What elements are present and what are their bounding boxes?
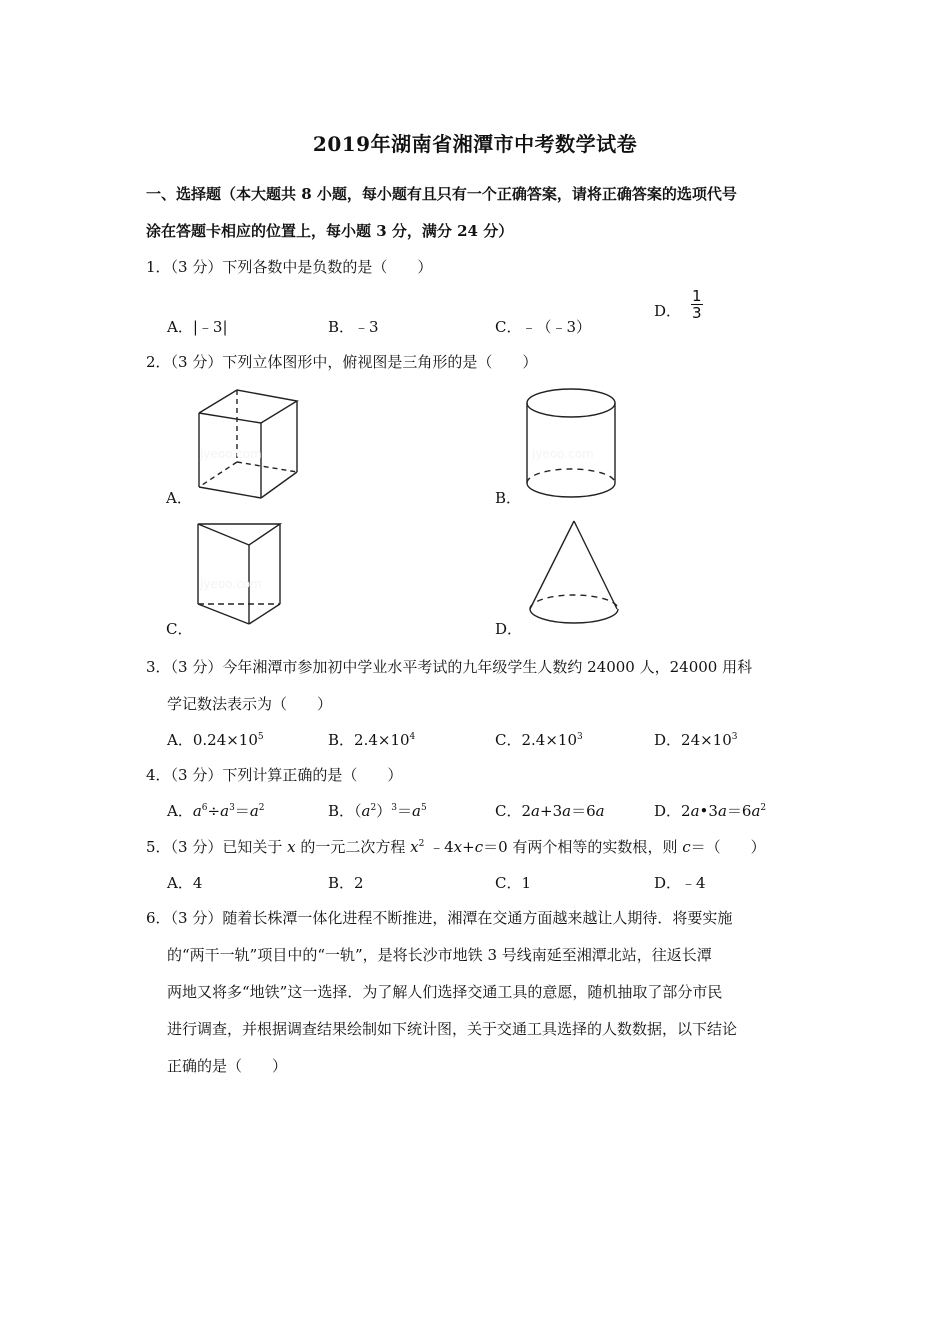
question-6-line-2: 的“两干一轨”项目中的“一轨”，是将长沙市地铁 3 号线南延至湘潭北站，往返长潭 <box>167 946 712 964</box>
option-label: A． <box>167 731 193 749</box>
cone-figure <box>530 521 618 623</box>
var: x <box>410 838 419 856</box>
q4-option-d[interactable] <box>654 800 766 821</box>
op: • <box>699 802 709 820</box>
option-text: |﹣3| <box>192 318 228 336</box>
q2-option-b[interactable]: B． <box>495 489 522 507</box>
var: a <box>595 802 605 820</box>
exp: 2 <box>418 839 425 849</box>
question-stem: （3 分）随着长株潭一体化进程不断推进，湘潭在交通方面越来越让人期待．将要实施 <box>170 909 733 927</box>
cube-figure <box>199 390 297 498</box>
coef: 3 <box>708 802 718 820</box>
option-exponent: 4 <box>409 732 416 742</box>
op: ＝ <box>234 802 250 820</box>
option-label: B． <box>328 731 355 749</box>
op: （ <box>354 802 362 820</box>
var: a <box>412 802 421 820</box>
exp: 2 <box>760 803 767 813</box>
op: + <box>462 838 475 856</box>
svg-text:jyeoo.com: jyeoo.com <box>200 447 262 461</box>
option-label: A． <box>167 874 193 892</box>
triangular-prism-figure <box>198 524 280 624</box>
option-base: 0.24×10 <box>192 731 258 749</box>
option-base: 2.4×10 <box>354 731 410 749</box>
option-label: C． <box>495 731 522 749</box>
cylinder-figure <box>527 389 615 497</box>
option-text: ﹣（﹣3） <box>521 318 592 336</box>
option-label: A． <box>167 318 193 336</box>
option-base: 24×10 <box>681 731 732 749</box>
coef: 2 <box>681 802 691 820</box>
q5-option-d[interactable] <box>654 872 706 893</box>
option-text: 1 <box>521 874 532 892</box>
section-header-line-1: 一、选择题（本大题共 8 小题，每小题有且只有一个正确答案，请将正确答案的选项代号 <box>146 185 737 203</box>
option-text: ﹣4 <box>681 874 706 892</box>
q5-option-c[interactable] <box>495 872 531 893</box>
var: x <box>453 838 463 856</box>
var: c <box>474 838 484 856</box>
question-number: 1． <box>146 258 171 276</box>
coef: 2 <box>521 802 532 820</box>
question-6-line-4: 进行调查，并根据调查结果绘制如下统计图，关于交通工具选择的人数数据，以下结论 <box>167 1020 738 1038</box>
var: x <box>287 838 296 856</box>
q2-option-c[interactable]: C． <box>166 620 193 638</box>
question-number: 3． <box>146 658 171 676</box>
var: a <box>531 802 540 820</box>
q3-option-d[interactable] <box>654 729 738 750</box>
q2-option-a[interactable]: A． <box>166 489 192 507</box>
stem-part: ﹣4 <box>424 838 454 856</box>
question-number: 2． <box>146 353 171 371</box>
var: a <box>220 802 230 820</box>
q3-option-c[interactable] <box>495 729 583 750</box>
option-label: D． <box>654 874 682 892</box>
question-number: 4． <box>146 766 171 784</box>
exp: 3 <box>391 803 397 813</box>
exp: 6 <box>201 803 208 813</box>
option-base: 2.4×10 <box>521 731 577 749</box>
option-label: D． <box>654 802 682 820</box>
option-label: A． <box>167 802 193 820</box>
option-exponent: 3 <box>731 732 738 742</box>
op: + <box>539 802 553 820</box>
option-label: D． <box>654 731 682 749</box>
q4-option-b[interactable] <box>328 800 427 821</box>
var: a <box>690 802 700 820</box>
var: c <box>682 838 691 856</box>
stem-part: ＝0 有两个相等的实数根，则 <box>483 838 683 856</box>
q5-option-b[interactable] <box>328 872 364 893</box>
coef: 3 <box>552 802 563 820</box>
exp: 2 <box>258 803 265 813</box>
exp: 3 <box>229 803 235 813</box>
var: a <box>361 802 371 820</box>
question-5 <box>146 836 766 857</box>
page-title: 2019年湖南省湘潭市中考数学试卷 <box>312 132 638 156</box>
stem-part: ＝（ ） <box>690 838 766 856</box>
var: a <box>717 802 727 820</box>
op: ） <box>376 802 392 820</box>
question-stem: （3 分）今年湘潭市参加初中学业水平考试的九年级学生人数约 24000 人，24000 用科 <box>170 658 753 676</box>
var: a <box>751 802 761 820</box>
op: ＝ <box>396 802 412 820</box>
q2-figures <box>0 0 950 660</box>
question-number: 5． <box>146 838 171 856</box>
var: a <box>192 802 202 820</box>
op: ＝ <box>571 802 587 820</box>
option-text: 2 <box>354 874 364 892</box>
coef: 6 <box>586 802 596 820</box>
question-6 <box>146 907 732 928</box>
option-exponent: 3 <box>577 732 583 742</box>
question-stem: （3 分）下列各数中是负数的是（ ） <box>170 258 433 276</box>
option-text: ﹣3 <box>354 318 379 336</box>
coef: 6 <box>741 802 752 820</box>
option-label: D． <box>654 302 682 320</box>
option-label: C． <box>495 318 522 336</box>
q4-option-c[interactable] <box>495 800 605 821</box>
option-label: C． <box>495 874 522 892</box>
stem-part: 的一元二次方程 <box>295 838 411 856</box>
op: ＝ <box>726 802 742 820</box>
stem-part: （3 分）已知关于 <box>170 838 288 856</box>
q3-option-a[interactable] <box>167 729 264 750</box>
option-label: C． <box>495 802 522 820</box>
op: ÷ <box>207 802 221 820</box>
question-4 <box>146 764 402 785</box>
q4-option-a[interactable] <box>167 800 265 821</box>
question-6-line-3: 两地又将多“地铁”这一选择．为了解人们选择交通工具的意愿，随机抽取了部分市民 <box>167 983 723 1001</box>
option-label: B． <box>328 802 355 820</box>
option-label: B． <box>328 874 355 892</box>
svg-text:jyeoo.com: jyeoo.com <box>200 577 262 591</box>
svg-text:jyeoo.com: jyeoo.com <box>532 447 594 461</box>
var: a <box>249 802 259 820</box>
exp: 2 <box>370 803 377 813</box>
question-number: 6． <box>146 909 171 927</box>
q2-option-d[interactable]: D． <box>495 620 523 638</box>
var: a <box>562 802 572 820</box>
section-header-line-2: 涂在答题卡相应的位置上，每小题 3 分，满分 24 分） <box>146 222 514 240</box>
question-6-line-5: 正确的是（ ） <box>167 1057 288 1075</box>
exp: 5 <box>420 803 427 813</box>
denominator: 3 <box>692 304 702 322</box>
question-stem: （3 分）下列计算正确的是（ ） <box>170 766 403 784</box>
option-label: B． <box>328 318 355 336</box>
question-3 <box>146 656 752 677</box>
option-exponent: 5 <box>257 732 264 742</box>
numerator: 1 <box>692 287 702 305</box>
question-3-continued: 学记数法表示为（ ） <box>167 695 333 713</box>
q5-option-a[interactable] <box>167 872 202 893</box>
option-text: 4 <box>192 874 203 892</box>
q3-option-b[interactable] <box>328 729 415 750</box>
question-stem: （3 分）下列立体图形中，俯视图是三角形的是（ ） <box>170 353 538 371</box>
watermarks <box>199 447 594 591</box>
